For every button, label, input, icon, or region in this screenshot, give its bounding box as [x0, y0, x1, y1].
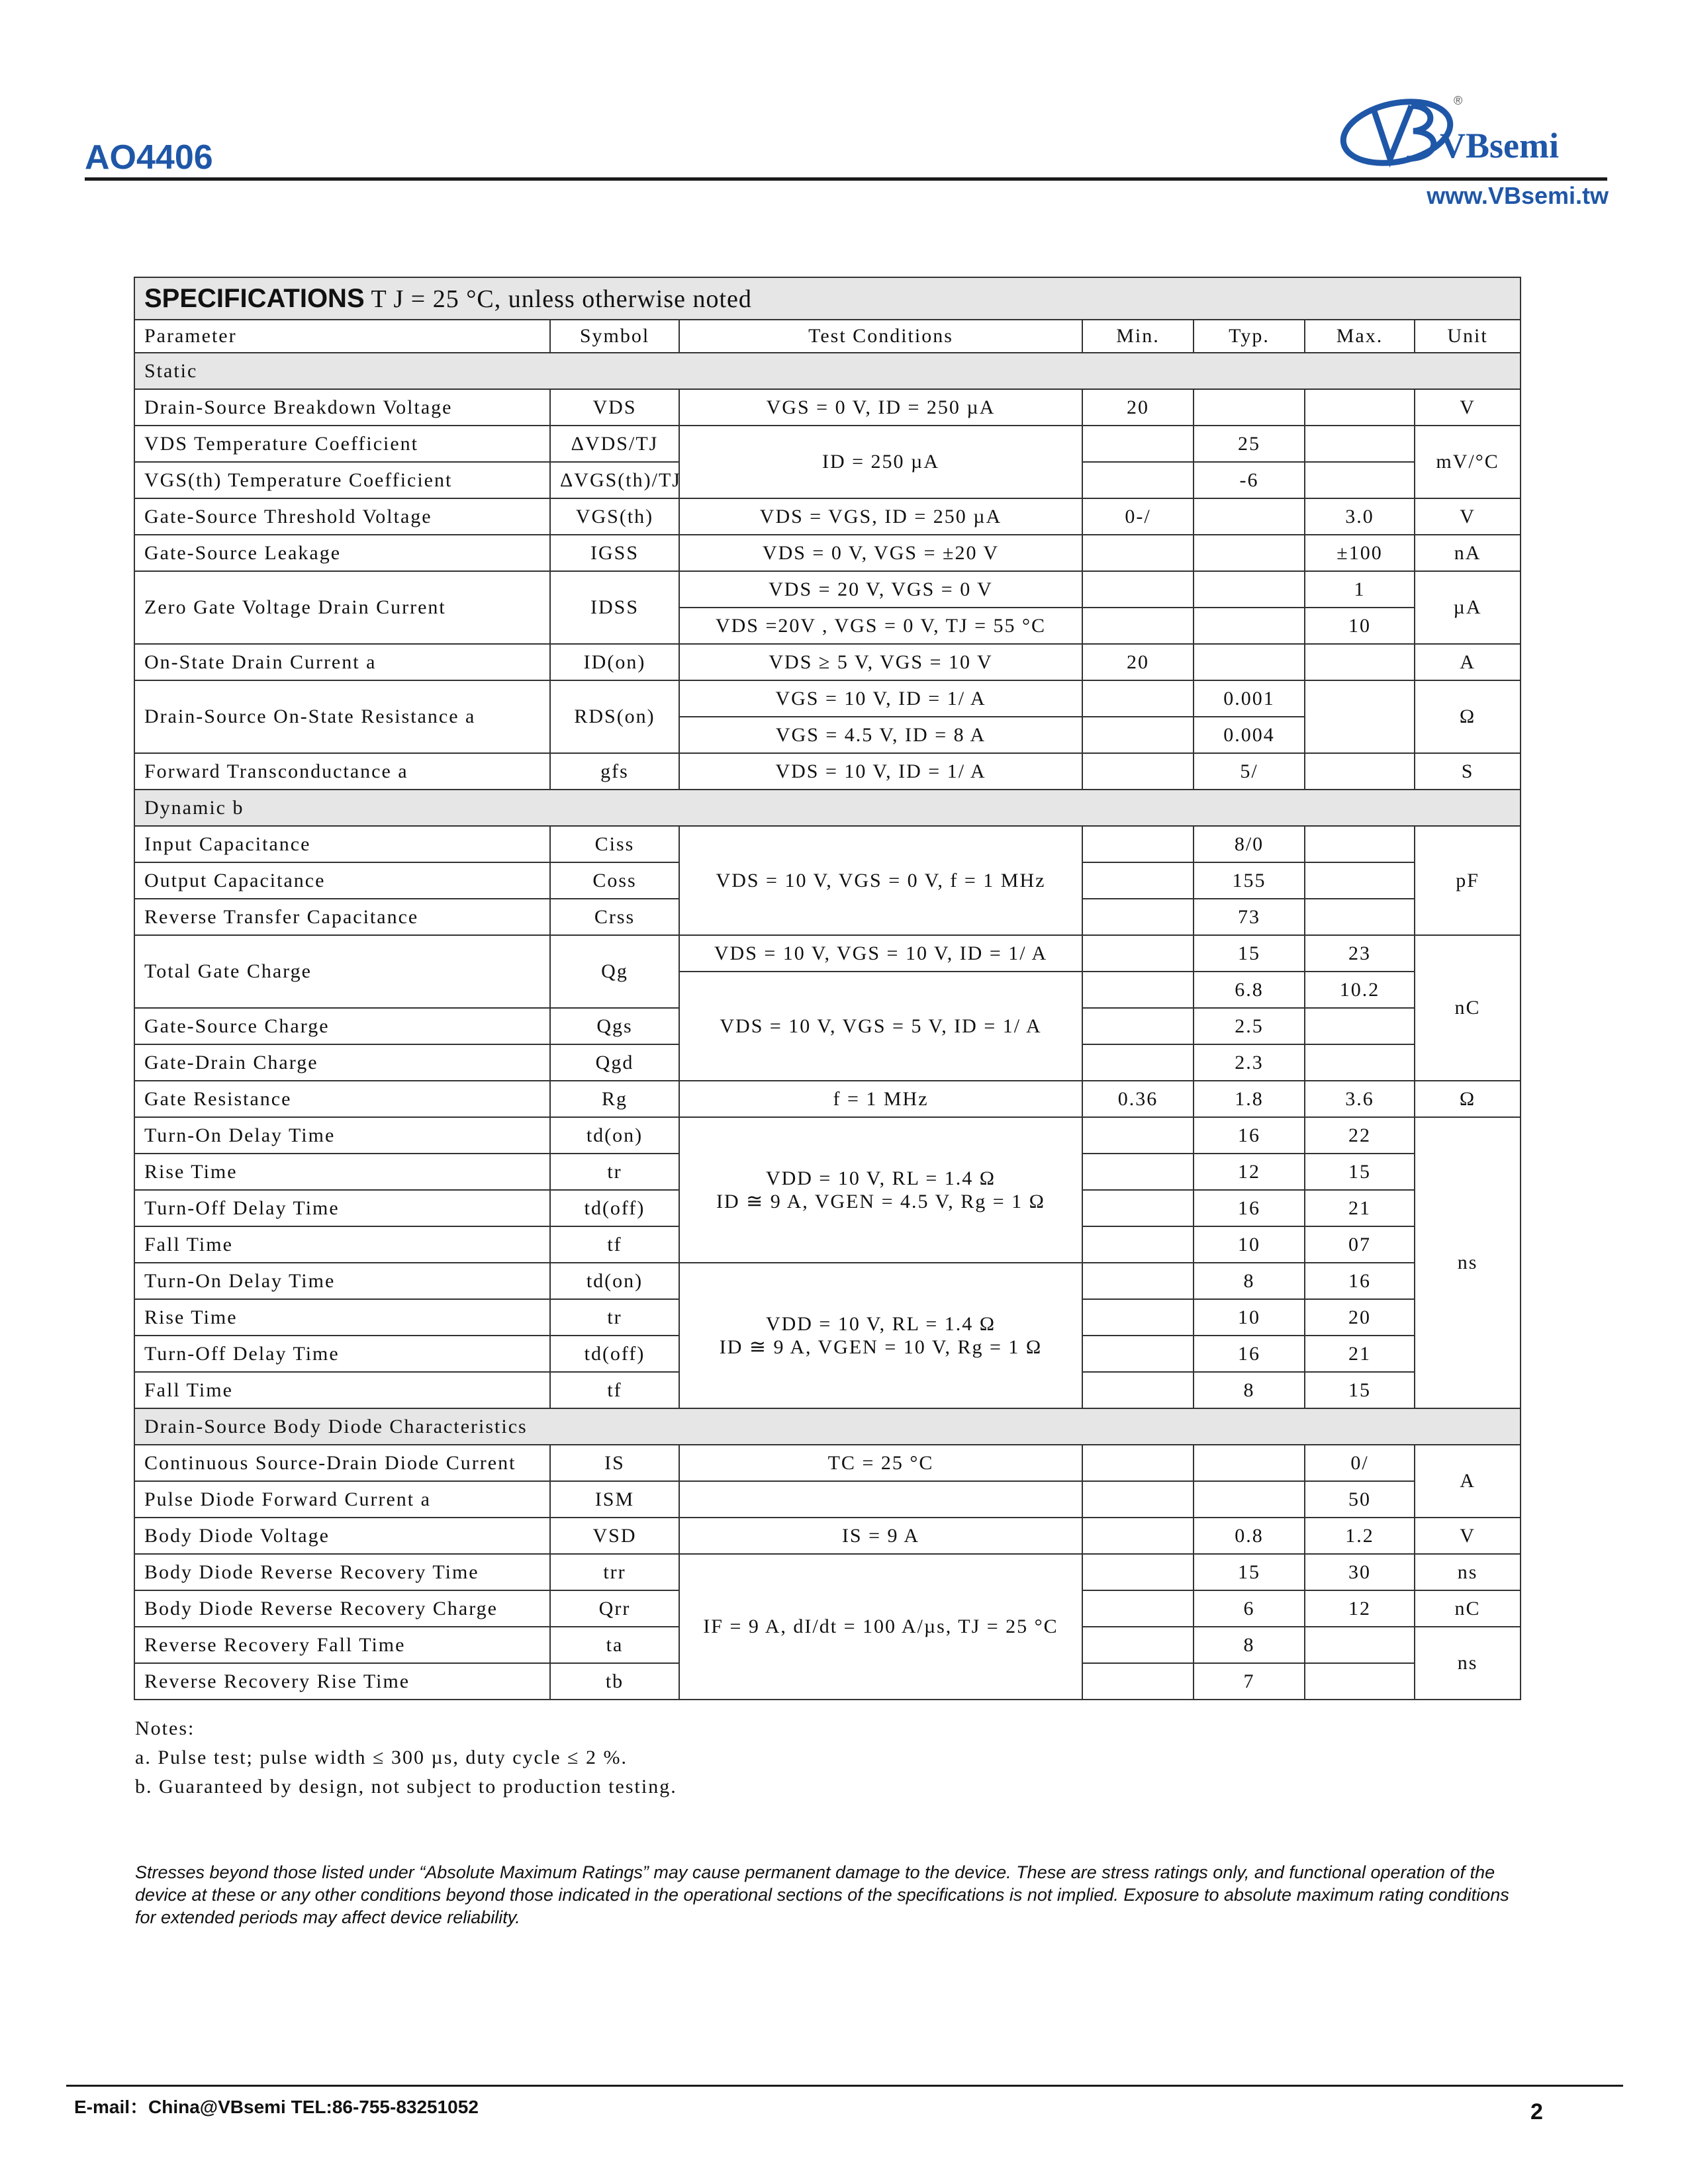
table-row: Gate-Source Charge Qgs 2.5: [134, 1008, 1521, 1044]
table-row: Reverse Recovery Rise Time tb 7: [134, 1663, 1521, 1700]
col-max: Max.: [1305, 320, 1415, 353]
brand-logo: [1337, 93, 1615, 179]
website-link[interactable]: www.VBsemi.tw: [1427, 182, 1609, 209]
table-title-condition: T J = 25 °C, unless otherwise noted: [371, 285, 752, 313]
footer-contact: E-mail：China@VBsemi TEL:86-755-83251052: [74, 2097, 479, 2117]
table-row: Turn-On Delay Time td(on) VDD = 10 V, RL = 1.4 Ω ID ≅ 9 A, VGEN = 10 V, Rg = 1 Ω 8 16: [134, 1263, 1521, 1299]
table-row: On-State Drain Current a ID(on) VDS ≥ 5 V, VGS = 10 V 20 A: [134, 644, 1521, 680]
table-row: Drain-Source Breakdown Voltage VDS VGS = 0 V, ID = 250 µA 20 V: [134, 389, 1521, 426]
table-row: Gate Resistance Rg f = 1 MHz 0.36 1.8 3.6 Ω: [134, 1081, 1521, 1117]
page-number: 2: [1530, 2099, 1543, 2124]
col-unit: Unit: [1415, 320, 1521, 353]
table-row: Total Gate Charge Qg VDS = 10 V, VGS = 10 V, ID = 1/ A 15 23 nC: [134, 935, 1521, 972]
notes: [135, 1714, 677, 1801]
table-row: VDS Temperature Coefficient ΔVDS/TJ ID = 250 µA 25 mV/°C: [134, 426, 1521, 462]
table-row: Output Capacitance Coss 155: [134, 862, 1521, 899]
table-title: SPECIFICATIONS T J = 25 °C, unless otherwise noted: [134, 277, 1521, 320]
table-row: Gate-Source Leakage IGSS VDS = 0 V, VGS = ±20 V ±100 nA: [134, 535, 1521, 571]
table-row: VDS =20V , VGS = 0 V, TJ = 55 °C 10: [134, 608, 1521, 644]
section-body-diode: Drain-Source Body Diode Characteristics: [134, 1408, 1521, 1445]
table-row: Reverse Transfer Capacitance Crss 73: [134, 899, 1521, 935]
notes-heading: Notes:: [135, 1717, 195, 1739]
table-row: Body Diode Voltage VSD IS = 9 A 0.8 1.2 V: [134, 1518, 1521, 1554]
table-row: Drain-Source On-State Resistance a RDS(on) VGS = 10 V, ID = 1/ A 0.001 Ω: [134, 680, 1521, 717]
note-a: a. Pulse test; pulse width ≤ 300 µs, duty cycle ≤ 2 %.: [135, 1747, 628, 1768]
table-row: Continuous Source-Drain Diode Current IS TC = 25 °C 0/ A: [134, 1445, 1521, 1481]
table-row: Pulse Diode Forward Current a ISM 50: [134, 1481, 1521, 1518]
table-row: Rise Time tr 12 15: [134, 1154, 1521, 1190]
table-row: Forward Transconductance a gfs VDS = 10 V, ID = 1/ A 5/ S: [134, 753, 1521, 790]
col-min: Min.: [1082, 320, 1194, 353]
table-row: Input Capacitance Ciss VDS = 10 V, VGS = 0 V, f = 1 MHz 8/0 pF: [134, 826, 1521, 862]
table-row: Turn-Off Delay Time td(off) 16 21: [134, 1336, 1521, 1372]
table-row: Zero Gate Voltage Drain Current IDSS VDS = 20 V, VGS = 0 V 1 µA: [134, 571, 1521, 608]
table-row: Fall Time tf 10 07: [134, 1226, 1521, 1263]
stress-disclaimer: Stresses beyond those listed under “Absolute Maximum Ratings” may cause permanent damage to the device. These are stress ratings only, and functional operation of the device at these or any other conditions beyond those indicated in the operational sections of the specifications is not implied. Exposure to absolute maximum rating conditions for extended periods may affect device reliability.: [135, 1862, 1509, 1927]
table-row: Rise Time tr 10 20: [134, 1299, 1521, 1336]
col-typ: Typ.: [1194, 320, 1305, 353]
footer-rule: [66, 2085, 1623, 2087]
table-row: VGS = 4.5 V, ID = 8 A 0.004: [134, 717, 1521, 753]
table-row: Fall Time tf 8 15: [134, 1372, 1521, 1408]
table-row: Reverse Recovery Fall Time ta 8 ns: [134, 1627, 1521, 1663]
brand-name: VBsemi: [1440, 126, 1559, 165]
col-parameter: Parameter: [134, 320, 550, 353]
col-symbol: Symbol: [550, 320, 679, 353]
note-b: b. Guaranteed by design, not subject to production testing.: [135, 1776, 677, 1797]
section-static: Static: [134, 353, 1521, 389]
registered-mark: ®: [1454, 94, 1463, 107]
table-row: Gate-Drain Charge Qgd 2.3: [134, 1044, 1521, 1081]
table-row: Turn-On Delay Time td(on) VDD = 10 V, RL = 1.4 Ω ID ≅ 9 A, VGEN = 4.5 V, Rg = 1 Ω 16 22 ns: [134, 1117, 1521, 1154]
table-row: VGS(th) Temperature Coefficient ΔVGS(th)/TJ -6: [134, 462, 1521, 498]
table-row: VDS = 10 V, VGS = 5 V, ID = 1/ A 6.8 10.2: [134, 972, 1521, 1008]
section-dynamic: Dynamic b: [134, 790, 1521, 826]
table-header-row: [134, 320, 1521, 353]
specifications-table: [134, 277, 1521, 1700]
part-number: AO4406: [85, 138, 213, 177]
table-row: Body Diode Reverse Recovery Time trr IF = 9 A, dI/dt = 100 A/µs, TJ = 25 °C 15 30 ns: [134, 1554, 1521, 1590]
vbsemi-logo-icon: [1337, 93, 1615, 179]
table-row: Body Diode Reverse Recovery Charge Qrr 6 12 nC: [134, 1590, 1521, 1627]
col-test-conditions: Test Conditions: [679, 320, 1082, 353]
table-row: Gate-Source Threshold Voltage VGS(th) VDS = VGS, ID = 250 µA 0-/ 3.0 V: [134, 498, 1521, 535]
table-row: Turn-Off Delay Time td(off) 16 21: [134, 1190, 1521, 1226]
